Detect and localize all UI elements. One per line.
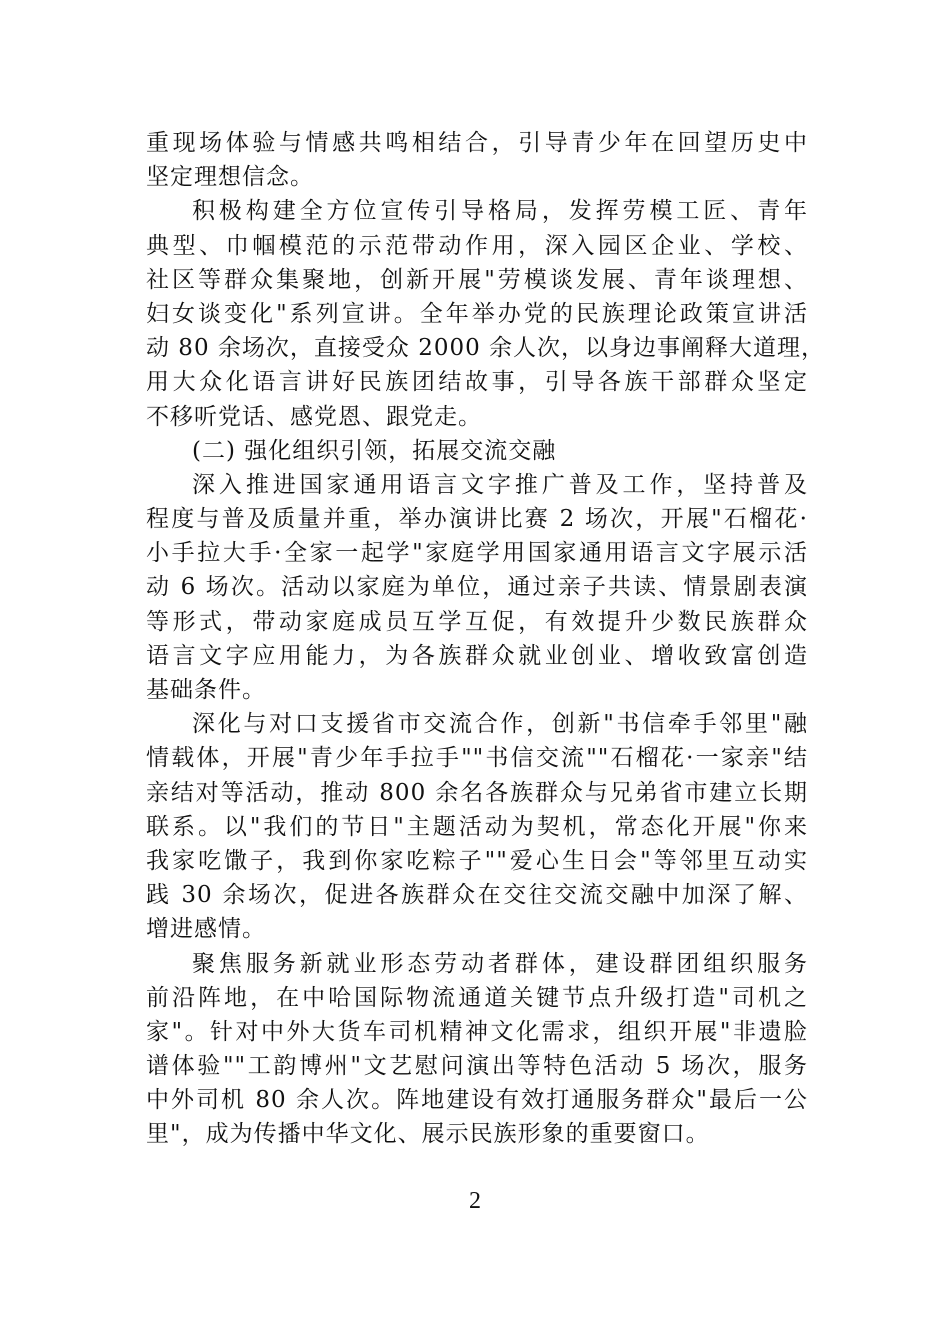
text-line: 联系。以"我们的节日"主题活动为契机，常态化开展"你来 [146,813,808,840]
document-body [146,126,826,1152]
text-line: 语言文字应用能力，为各族群众就业创业、增收致富创造 [146,642,808,669]
text-line: 社区等群众集聚地，创新开展"劳模谈发展、青年谈理想、 [146,266,808,293]
text-line: 情载体，开展"青少年手拉手""书信交流""石榴花·一家亲"结 [146,745,808,772]
text-line: 亲结对等活动，推动 800 余名各族群众与兄弟省市建立长期 [146,779,808,806]
text-line: 小手拉大手·全家一起学"家庭学用国家通用语言文字展示活 [146,540,808,567]
text-line: 程度与普及质量并重，举办演讲比赛 2 场次，开展"石榴花· [146,506,808,533]
text-line: 里"，成为传播中华文化、展示民族形象的重要窗口。 [146,1121,710,1148]
text-line: 深化与对口支援省市交流合作，创新"书信牵手邻里"融 [192,711,808,738]
text-line: 中外司机 80 余人次。阵地建设有效打通服务群众"最后一公 [146,1087,808,1114]
section-heading: (二) 强化组织引领，拓展交流交融 [192,437,557,464]
page-number: 2 [469,1188,481,1214]
text-line: 动 6 场次。活动以家庭为单位，通过亲子共读、情景剧表演 [146,574,808,601]
text-line: 等形式，带动家庭成员互学互促，有效提升少数民族群众 [146,608,808,635]
text-line: 家"。针对中外大货车司机精神文化需求，组织开展"非遗脸 [146,1018,808,1045]
text-line: 用大众化语言讲好民族团结故事，引导各族干部群众坚定 [146,369,808,396]
text-line: 基础条件。 [146,677,266,703]
text-line: 重现场体验与情感共鸣相结合，引导青少年在回望历史中 [146,130,808,156]
text-line: 不移听党话、感党恩、跟党走。 [146,403,482,430]
text-line: 聚焦服务新就业形态劳动者群体，建设群团组织服务 [192,950,808,977]
text-line: 坚定理想信念。 [146,164,314,191]
text-line: 谱体验""工韵博州"文艺慰问演出等特色活动 5 场次，服务 [146,1053,808,1080]
text-line: 我家吃馓子，我到你家吃粽子""爱心生日会"等邻里互动实 [146,847,808,874]
text-line: 妇女谈变化"系列宣讲。全年举办党的民族理论政策宣讲活 [146,300,808,327]
text-line: 践 30 余场次，促进各族群众在交往交流交融中加深了解、 [146,882,808,909]
text-line: 前沿阵地，在中哈国际物流通道关键节点升级打造"司机之 [146,984,808,1011]
text-line: 深入推进国家通用语言文字推广普及工作，坚持普及 [192,471,808,498]
text-line: 动 80 余场次，直接受众 2000 余人次，以身边事阐释大道理， [146,335,826,362]
text-line: 积极构建全方位宣传引导格局，发挥劳模工匠、青年 [192,198,808,225]
text-line: 典型、巾帼模范的示范带动作用，深入园区企业、学校、 [146,232,808,259]
text-line: 增进感情。 [146,916,266,943]
